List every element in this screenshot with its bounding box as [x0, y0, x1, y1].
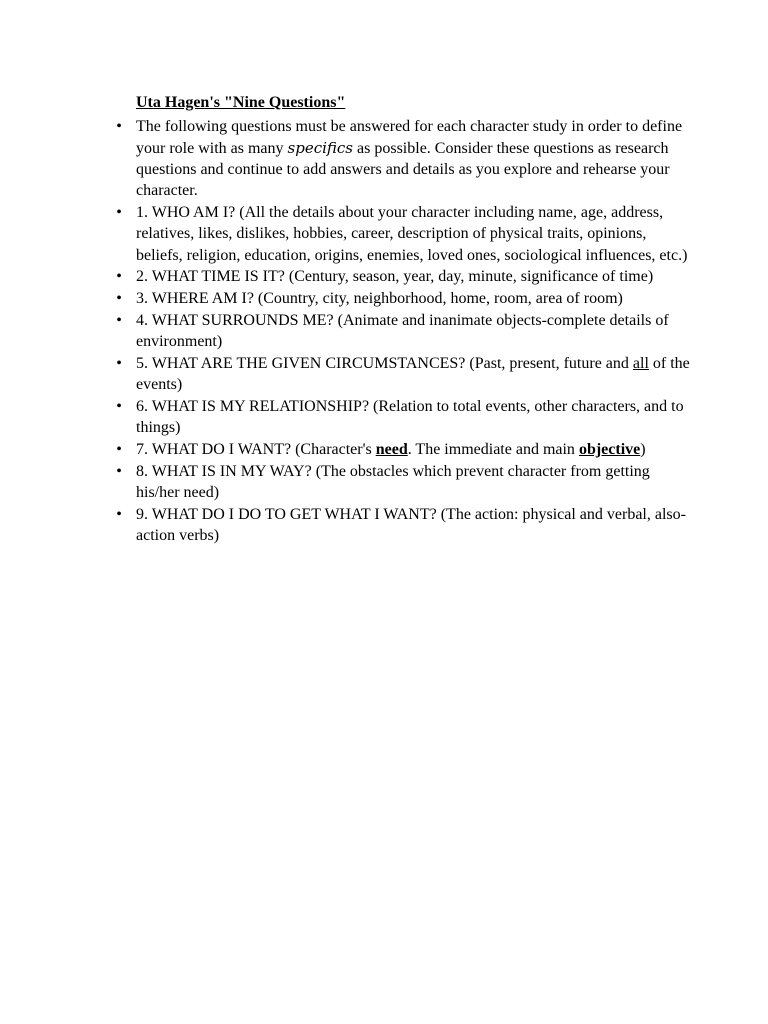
bullet-icon: •: [116, 441, 122, 459]
list-item-q6: [112, 396, 692, 439]
list-item-q9: [112, 504, 692, 547]
question-7-text-a: 7. WHAT DO I WANT? (Character's: [136, 441, 376, 459]
list-item-intro: [112, 116, 692, 201]
question-7-text-c: . The immediate and main: [407, 441, 579, 459]
question-5-text-a: 5. WHAT ARE THE GIVEN CIRCUMSTANCES? (Past, present, future and: [136, 355, 633, 373]
list-item-q4: [112, 310, 692, 353]
question-9-text: 9. WHAT DO I DO TO GET WHAT I WANT? (The action: physical and verbal, also-action verbs): [136, 506, 686, 545]
list-item-q7: [112, 439, 692, 460]
question-list: [112, 116, 692, 546]
question-1-text: 1. WHO AM I? (All the details about your character including name, age, address, relatives, likes, dislikes, hobbies, career, description of physical traits, opinions, beliefs, religion, education, origins, enemies, loved ones, sociological influences, etc.): [136, 203, 688, 264]
bullet-icon: •: [116, 506, 122, 524]
bullet-icon: •: [116, 398, 122, 416]
question-4-text: 4. WHAT SURROUNDS ME? (Animate and inanimate objects-complete details of environment): [136, 311, 669, 351]
intro-text-a: The following questions must be answered for each character study in order to define your role with as many: [136, 118, 683, 157]
list-item-q2: [112, 266, 692, 287]
question-8-text: 8. WHAT IS IN MY WAY? (The obstacles which prevent character from getting his/her need): [136, 463, 650, 502]
list-item-q5: [112, 353, 692, 396]
question-6-text: 6. WHAT IS MY RELATIONSHIP? (Relation to total events, other characters, and to things): [136, 398, 684, 437]
bullet-icon: •: [116, 311, 122, 329]
question-2-text: 2. WHAT TIME IS IT? (Century, season, year, day, minute, significance of time): [136, 268, 654, 286]
document-title: Uta Hagen's "Nine Questions": [136, 94, 346, 111]
question-3-text: 3. WHERE AM I? (Country, city, neighborhood, home, room, area of room): [136, 290, 623, 308]
question-7-objective: objective: [578, 441, 641, 459]
question-7-need: need: [375, 441, 408, 459]
list-item-q8: [112, 461, 692, 504]
question-7-text-e: ): [640, 441, 646, 459]
bullet-icon: •: [116, 203, 122, 221]
bullet-icon: •: [116, 463, 122, 481]
list-item-q1: [112, 202, 692, 266]
intro-text-c: as possible. Consider these questions as research questions and continue to add answers and details as you explore and rehearse your character.: [136, 139, 670, 200]
bullet-icon: •: [116, 268, 122, 286]
bullet-icon: •: [116, 355, 122, 373]
list-item-q3: [112, 288, 692, 309]
bullet-icon: •: [116, 118, 122, 136]
bullet-icon: •: [116, 290, 122, 308]
document-content: [112, 92, 692, 547]
intro-emphasis: specifics: [287, 138, 354, 157]
question-5-text-c: of the events): [136, 355, 690, 394]
question-5-underlined: all: [632, 355, 649, 373]
